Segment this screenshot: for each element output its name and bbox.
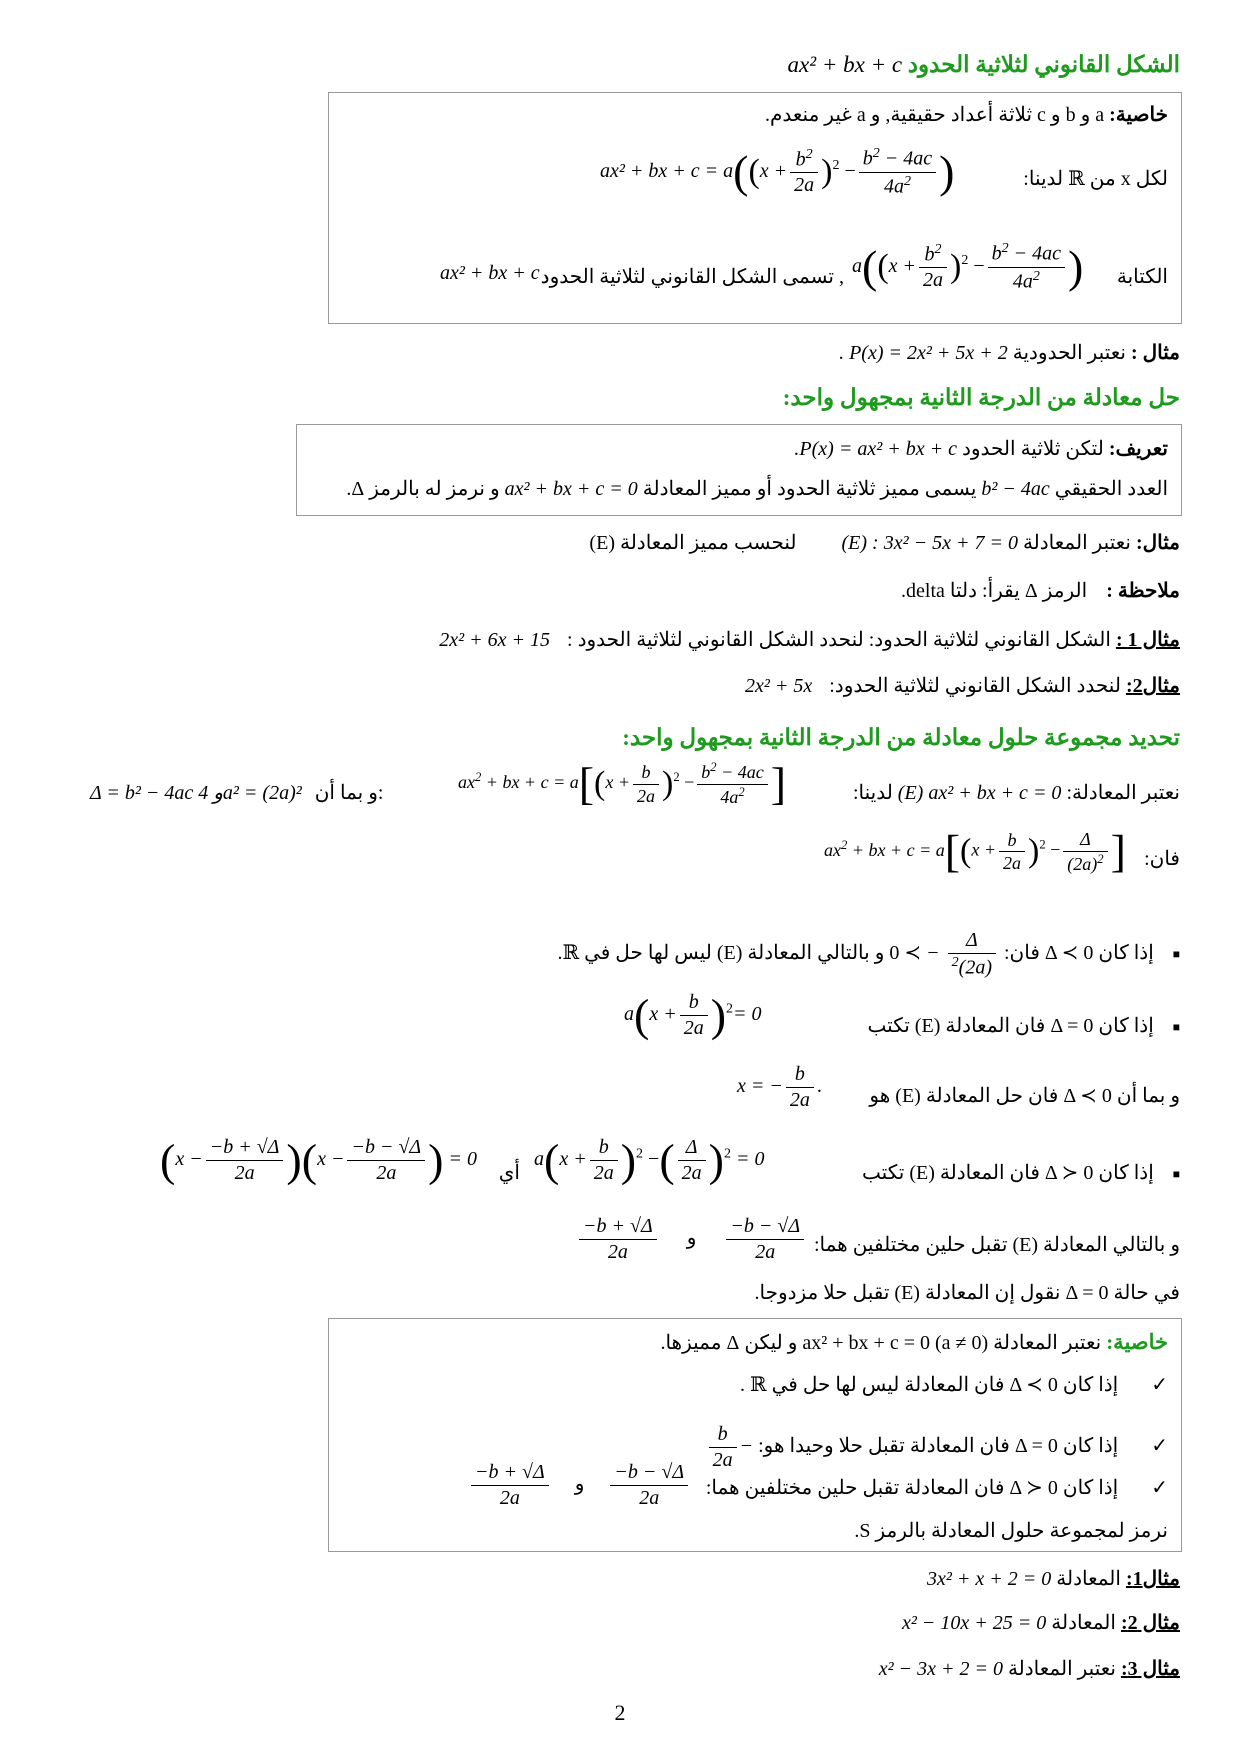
check-icon: ✓ (1151, 1374, 1168, 1396)
example-1-text: المعادلة (1056, 1568, 1121, 1590)
example-text: نعتبر الحدودية (1012, 342, 1126, 364)
heading-expression: ax² + bx + c (787, 52, 903, 77)
example-3-text: نعتبر المعادلة (1007, 1658, 1116, 1680)
example-1-canonical (439, 627, 1180, 652)
canonical-form-writing: a((x + $\frac{b^2}{2a}$ )$^2$ − $\frac{b^2 - 4ac}{4a^2}$ ) (852, 241, 1084, 293)
double-root-note: في حالة Δ = 0 نقول إن المعادلة (E) تقبل حلا مزدوجا. (754, 1282, 1180, 1304)
definition-line-2-c: و نرمز له بالرمز Δ. (346, 478, 500, 500)
example-task: لنحسب مميز المعادلة (E) (589, 532, 797, 554)
definition-text: لتكن ثلاثية الحدود (961, 438, 1104, 460)
example-expression: . P(x) = 2x² + 5x + 2 (839, 342, 1008, 364)
two-solutions-text: و بالتالي المعادلة (E) تقبل حلين مختلفين هما: (813, 1234, 1180, 1256)
example-2-text: المعادلة (1051, 1612, 1116, 1634)
example-label: مثال : (1130, 342, 1180, 364)
example-2-text: لنحدد الشكل القانوني لثلاثية الحدود: (829, 675, 1121, 697)
example-1-equation: 3x² + x + 2 = 0 (927, 1568, 1052, 1590)
case-positive-delta: ■ إذا كان Δ ≻ 0 فان المعادلة (E) تكتب (862, 1162, 1180, 1184)
equation-expression: ax² + bx + c = 0 (504, 478, 638, 500)
solution-set-note: نرمز لمجموعة حلول المعادلة بالرمز S. (854, 1520, 1168, 1542)
example-equation: (E) : 3x² − 5x + 7 = 0 (841, 532, 1018, 554)
example-2-expression: 2x² + 5x (745, 675, 813, 697)
case-zero-solution-formula: x = − $\frac{b}{2a}$ . (737, 1063, 822, 1111)
note-text: الرمز Δ يقرأ: دلتا delta. (901, 580, 1088, 602)
definition-line-2 (346, 476, 1168, 501)
final-example-2 (902, 1610, 1180, 1635)
property-line-3-text: , تسمى الشكل القانوني لثلاثية الحدود (540, 266, 844, 288)
property-solutions-line (660, 1330, 1168, 1355)
property-line-1 (765, 102, 1168, 127)
section-solution-set-heading: تحديد مجموعة حلول معادلة من الدرجة الثانية بمجهول واحد: (622, 725, 1180, 750)
intro-consider: نعتبر المعادلة: (1066, 782, 1180, 804)
property-text: a و b و c ثلاثة أعداد حقيقية, و a غير منعدم. (765, 104, 1105, 126)
note-delta (901, 578, 1180, 603)
case-zero-equals: = 0 (733, 1003, 762, 1026)
property-line-3-label: الكتابة (1116, 266, 1168, 288)
case-positive-formula: a(x + $\frac{b}{2a}$ )$^2$ −( $\frac{\Delta}{2a}$ )$^2$ = 0 (534, 1134, 765, 1186)
property-text: نعتبر المعادلة (a ≠ 0) ax² + bx + c = 0 و ليكن Δ مميزها. (660, 1332, 1102, 1354)
solution-intro-text (853, 780, 1180, 805)
example-2-label: مثال2: (1125, 675, 1180, 697)
property-two-solutions-formula: $\frac{-b + √\Delta}{2a}$ و $\frac{-b - √\Delta}{2a}$ (468, 1460, 691, 1511)
case-negative-b: ≻ 0 و بالتالي المعادلة (E) ليس لها حل في ℝ. (557, 941, 922, 964)
definition-line-2-b: يسمى مميز ثلاثية الحدود أو مميز المعادلة (642, 478, 977, 500)
final-example-1 (927, 1566, 1180, 1591)
check-icon: ✓ (1151, 1435, 1168, 1458)
definition-label: تعريف: (1108, 438, 1168, 460)
check-icon: ✓ (1151, 1477, 1168, 1499)
case-positive-factored: (x − $\frac{-b + √\Delta}{2a}$ )(x − $\frac{-b - √\Delta}{2a}$ ) = 0 (160, 1134, 477, 1186)
case-positive-text: إذا كان Δ ≻ 0 فان المعادلة تقبل حلين مختلفين هما: (705, 1477, 1119, 1499)
case-negative-delta: ■ إذا كان Δ ≺ 0 فان: $\frac{\Delta}{(2a)^2}$ − ≻ 0 و بالتالي المعادلة (E) ليس لها حل في ℝ. (557, 929, 1180, 979)
case-zero-formula: a(x + $\frac{b}{2a}$ )$^2$= 0 (624, 989, 762, 1041)
intro-canonical-formula: $ax^2$ + bx + c = a[(x + $\frac{b}{2a}$ )$^2$ − $\frac{b^2 - 4ac}{4a^2}$ ] (458, 758, 787, 809)
property-case-positive (706, 1475, 1168, 1500)
case-positive-ie: أي (498, 1162, 520, 1184)
heading-text: الشكل القانوني لثلاثية الحدود (907, 52, 1180, 77)
case-zero-solution-text: و بما أن Δ ≺ 0 فان حل المعادلة (E) هو (869, 1085, 1180, 1107)
case-positive-a: إذا كان Δ ≻ 0 فان المعادلة (E) تكتب (862, 1162, 1154, 1184)
so-label: فان: (1144, 848, 1180, 870)
example-1-expression: 2x² + 6x + 15 (439, 629, 551, 651)
intro-since: و بما أن: (314, 782, 384, 804)
example-2-canonical (745, 673, 1180, 698)
and-label: و (574, 1473, 585, 1496)
example-label: مثال: (1135, 532, 1180, 554)
discriminant-expression: b² − 4ac (981, 478, 1050, 500)
section-canonical-form-heading (787, 52, 1180, 78)
two-solutions-formula: $\frac{-b + √\Delta}{2a}$ و $\frac{-b - √\Delta}{2a}$ (576, 1214, 807, 1265)
example-polynomial (839, 340, 1180, 365)
definition-line-2-a: العدد الحقيقي (1054, 478, 1168, 500)
example-1-label: مثال 1 : (1115, 629, 1180, 651)
delta-relation: Δ = b² − 4ac و 4a² = (2a)² (90, 782, 302, 804)
final-example-3 (879, 1656, 1180, 1681)
definition-expression: .P(x) = ax² + bx + c (794, 438, 957, 460)
example-1-label: مثال1: (1125, 1568, 1180, 1590)
property-line-2-text: لكل x من ℝ لدينا: (1023, 168, 1168, 190)
definition-line-1 (794, 436, 1168, 461)
section-second-degree-heading: حل معادلة من الدرجة الثانية بمجهول واحد: (782, 385, 1180, 410)
intro-we-have: لدينا: (852, 782, 893, 804)
property-line-3-expression: ax² + bx + c . (440, 262, 550, 284)
canonical-form-formula: ax² + bx + c = a((x + $\frac{b^2}{2a}$ )$^2$ − $\frac{b^2 - 4ac}{4a^2}$ ) (600, 146, 955, 198)
page-number: 2 (614, 1700, 626, 1725)
note-label: ملاحظة : (1106, 580, 1180, 602)
case-negative-a: إذا كان Δ ≺ 0 فان: (1004, 941, 1154, 964)
example-1-text: الشكل القانوني لثلاثية الحدود: لنحدد الشكل القانوني لثلاثية الحدود : (567, 629, 1111, 651)
intro-equation: (E) ax² + bx + c = 0 (897, 782, 1062, 804)
example-discriminant (589, 530, 1180, 555)
case-zero-delta: ■ إذا كان Δ = 0 فان المعادلة (E) تكتب (867, 1015, 1180, 1037)
example-text: نعتبر المعادلة (1022, 532, 1131, 554)
case-zero-text: إذا كان Δ = 0 فان المعادلة تقبل حلا وحيدا هو: (758, 1435, 1119, 1458)
property-label: خاصية: (1109, 104, 1168, 126)
case-negative-text: إذا كان Δ ≺ 0 فان المعادلة ليس لها حل في ℝ . (739, 1374, 1119, 1396)
formula-lhs: ax² + bx + c = a (600, 159, 734, 182)
example-2-label: مثال 2: (1120, 1612, 1180, 1634)
and-label: و (686, 1227, 697, 1250)
property-case-negative (740, 1372, 1168, 1397)
property-case-zero: ✓ إذا كان Δ = 0 فان المعادلة تقبل حلا وحيدا هو: − $\frac{b}{2a}$ (706, 1422, 1168, 1473)
example-3-equation: x² − 3x + 2 = 0 (878, 1658, 1003, 1680)
property-label: خاصية: (1106, 1330, 1168, 1354)
intro-delta-relation (90, 780, 383, 805)
delta-canonical-formula: $ax^2$ + bx + c = a[(x + $\frac{b}{2a}$ )$^2$ − $\frac{\Delta}{(2a)^2}$ ] (824, 825, 1126, 877)
case-zero-a: إذا كان Δ = 0 فان المعادلة (E) تكتب (867, 1015, 1154, 1037)
example-2-equation: x² − 10x + 25 = 0 (902, 1612, 1047, 1634)
example-3-label: مثال 3: (1120, 1658, 1180, 1680)
period: . (816, 1075, 822, 1098)
